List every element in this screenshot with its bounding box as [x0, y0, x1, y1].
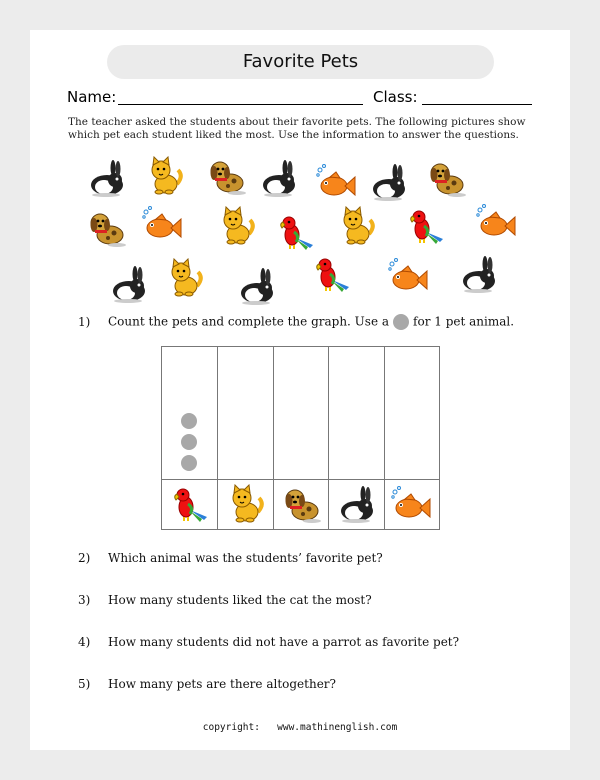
question-text: Which animal was the students’ favorite pet?	[108, 551, 383, 565]
name-label: Name:	[67, 88, 117, 106]
parrot-icon	[406, 206, 446, 246]
pet-dot	[181, 413, 197, 429]
rabbit-icon	[236, 266, 276, 306]
question-number: 3)	[78, 593, 91, 607]
dot-legend-icon	[393, 314, 409, 330]
rabbit-icon	[258, 158, 298, 198]
question-text: How many pets are there altogether?	[108, 677, 336, 691]
question-2	[78, 551, 383, 565]
rabbit-icon	[86, 158, 126, 198]
question-number: 4)	[78, 635, 91, 649]
parrot-icon	[276, 212, 316, 252]
question-5	[78, 677, 336, 691]
fish-icon	[476, 202, 516, 242]
dog-icon	[86, 208, 126, 248]
question-text: How many students did not have a parrot as favorite pet?	[108, 635, 460, 649]
page-title: Favorite Pets	[107, 45, 494, 79]
cat-icon	[336, 206, 376, 246]
question-4	[78, 635, 459, 649]
dog-icon	[426, 158, 466, 198]
question-1	[78, 314, 514, 330]
question-text-end: for 1 pet animal.	[413, 314, 515, 329]
cat-icon	[216, 206, 256, 246]
copyright-label: copyright:	[202, 722, 260, 733]
name-field[interactable]	[118, 104, 363, 105]
website-link[interactable]: www.mathinenglish.com	[277, 722, 398, 733]
worksheet	[30, 30, 570, 750]
question-text: How many students liked the cat the most?	[108, 593, 372, 607]
question-number: 2)	[78, 551, 91, 565]
dog-icon	[281, 484, 321, 524]
rabbit-icon	[108, 264, 148, 304]
question-number: 1)	[78, 314, 91, 329]
fish-icon	[388, 256, 428, 296]
parrot-icon	[170, 484, 210, 524]
question-number: 5)	[78, 677, 91, 691]
cat-icon	[225, 484, 265, 524]
parrot-icon	[312, 254, 352, 294]
pet-dot	[181, 455, 197, 471]
pet-dot	[181, 434, 197, 450]
question-3	[78, 593, 372, 607]
class-label: Class:	[373, 88, 418, 106]
copyright-footer	[30, 722, 570, 733]
class-field[interactable]	[422, 104, 532, 105]
pictograph-chart[interactable]	[161, 346, 440, 530]
cat-icon	[164, 258, 204, 298]
dog-icon	[206, 156, 246, 196]
question-text: Count the pets and complete the graph. Use a	[108, 314, 390, 329]
fish-icon	[316, 162, 356, 202]
rabbit-icon	[368, 162, 408, 202]
instructions: The teacher asked the students about their favorite pets. The following pictures show which pet each student liked the most. Use the information to answer the questions.	[68, 116, 526, 141]
cat-icon	[144, 156, 184, 196]
fish-icon	[142, 204, 182, 244]
rabbit-icon	[458, 254, 498, 294]
fish-icon	[391, 484, 431, 524]
rabbit-icon	[336, 484, 376, 524]
